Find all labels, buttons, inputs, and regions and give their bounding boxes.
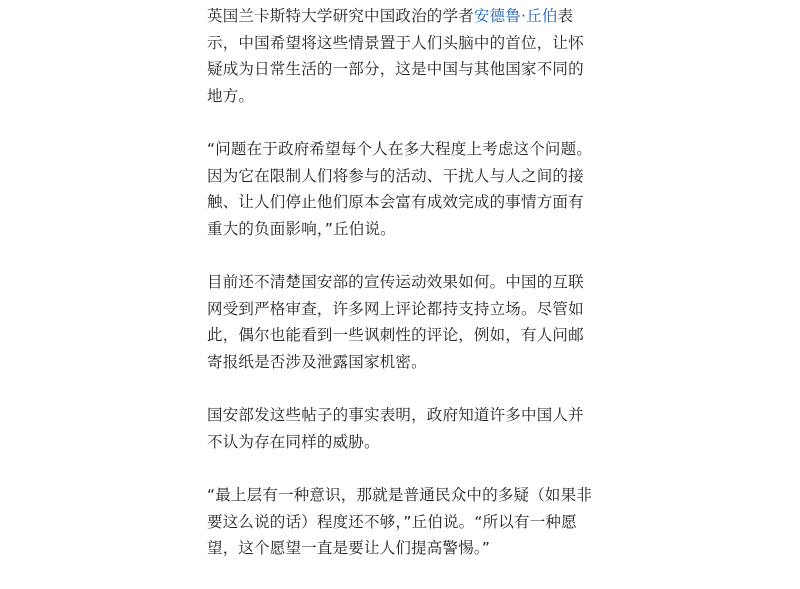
paragraph-1-text-after-link: 表示，中国希望将这些情景置于人们头脑中的首位，让怀疑成为日常生活的一部分，这是中国与其他国家不同的地方。 — [207, 7, 584, 105]
paragraph-4: 国安部发这些帖子的事实表明，政府知道许多中国人并不认为存在同样的威胁。 — [207, 406, 584, 451]
paragraph-2: “问题在于政府希望每个人在多大程度上考虑这个问题。因为它在限制人们将参与的活动、干扰人与人之间的接触、让人们停止他们原本会富有成效完成的事情方面有重大的负面影响，”丘伯说。 — [207, 140, 593, 238]
paragraph-3: 目前还不清楚国安部的宣传运动效果如何。中国的互联网受到严格审查，许多网上评论都持支持立场。尽管如此，偶尔也能看到一些讽刺性的评论，例如，有人问邮寄报纸是否涉及泄露国家机密。 — [207, 273, 584, 371]
paragraph-1-text-before-link: 英国兰卡斯特大学研究中国政治的学者 — [207, 7, 474, 25]
author-link[interactable]: 安德鲁·丘伯 — [473, 7, 558, 25]
paragraph-1 — [207, 3, 595, 109]
article-body — [207, 3, 595, 589]
paragraph-5: “最上层有一种意识，那就是普通民众中的多疑（如果非要这么说的话）程度还不够，”丘伯说。“所以有一种愿望，这个愿望一直是要让人们提高警惕。” — [207, 486, 593, 557]
